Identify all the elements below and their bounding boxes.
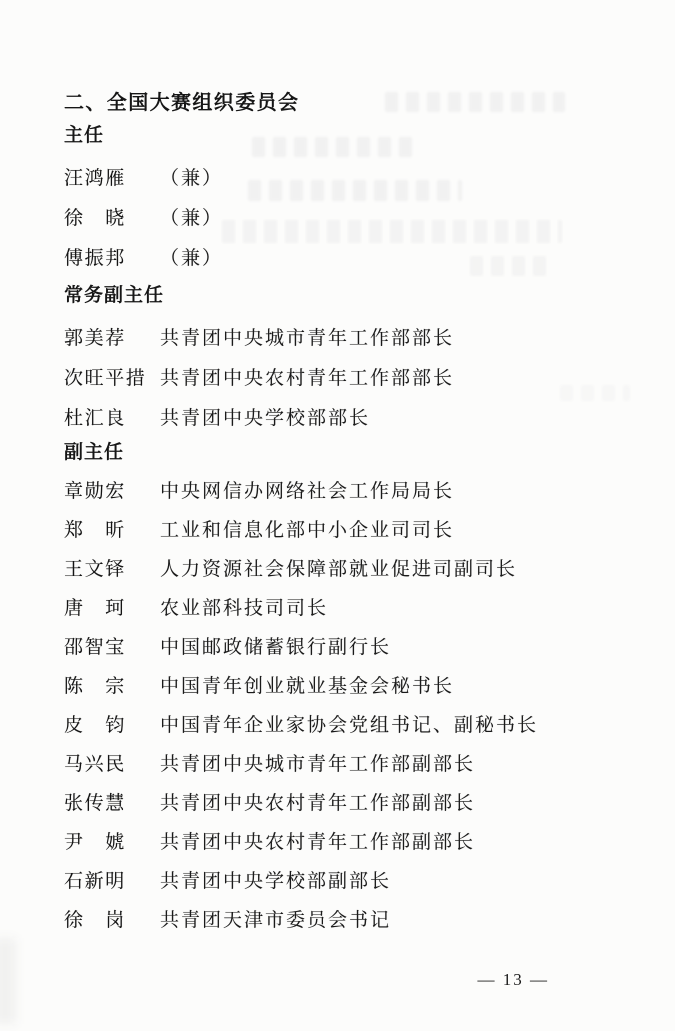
member-role: 中央网信办网络社会工作局局长 xyxy=(160,481,455,502)
member-role: 中国邮政储蓄银行副行长 xyxy=(160,637,392,658)
member-name: 徐 岗 xyxy=(64,910,126,931)
member-role: （兼） xyxy=(160,207,224,229)
member-row xyxy=(64,356,645,396)
member-role: 人力资源社会保障部就业促进司副司长 xyxy=(160,559,518,580)
section-deputy xyxy=(64,470,645,938)
member-role: 共青团中央农村青年工作部副部长 xyxy=(160,832,476,853)
member-role: 共青团中央农村青年工作部副部长 xyxy=(160,793,476,814)
member-row xyxy=(64,470,645,509)
member-row xyxy=(64,860,645,899)
section-director xyxy=(64,156,645,276)
member-name: 马兴民 xyxy=(64,754,126,775)
member-row xyxy=(64,236,645,276)
member-name: 郑 昕 xyxy=(64,520,126,541)
member-row xyxy=(64,196,645,236)
member-row xyxy=(64,509,645,548)
page-title: 二、全国大赛组织委员会 xyxy=(64,92,300,114)
member-row xyxy=(64,899,645,938)
section-heading-director: 主任 xyxy=(64,125,105,146)
member-row xyxy=(64,316,645,356)
member-row xyxy=(64,704,645,743)
member-name: 章勋宏 xyxy=(64,481,126,502)
page-number: — 13 — xyxy=(477,970,549,989)
member-name: 徐 晓 xyxy=(64,207,126,229)
member-role: 共青团中央城市青年工作部部长 xyxy=(160,327,455,349)
member-role: 共青团中央城市青年工作部副部长 xyxy=(160,754,476,775)
member-row xyxy=(64,396,645,436)
member-role: 共青团中央学校部副部长 xyxy=(160,871,392,892)
member-role: 共青团中央农村青年工作部部长 xyxy=(160,367,455,389)
member-row xyxy=(64,782,645,821)
section-heading-deputy: 副主任 xyxy=(64,442,125,463)
member-name: 陈 宗 xyxy=(64,676,126,697)
member-name: 郭美荐 xyxy=(64,327,126,349)
member-row xyxy=(64,821,645,860)
member-role: 中国青年企业家协会党组书记、副秘书长 xyxy=(160,715,539,736)
member-row xyxy=(64,743,645,782)
member-row xyxy=(64,548,645,587)
member-role: 工业和信息化部中小企业司司长 xyxy=(160,520,455,541)
member-role: 共青团天津市委员会书记 xyxy=(160,910,392,931)
member-name: 汪鸿雁 xyxy=(64,167,126,189)
member-role: （兼） xyxy=(160,167,224,189)
member-role: 共青团中央学校部部长 xyxy=(160,407,371,429)
member-row xyxy=(64,626,645,665)
member-name: 邵智宝 xyxy=(64,637,126,658)
member-name: 傅振邦 xyxy=(64,247,126,269)
member-row xyxy=(64,156,645,196)
member-row xyxy=(64,665,645,704)
member-name: 皮 钧 xyxy=(64,715,126,736)
member-name: 石新明 xyxy=(64,871,126,892)
member-role: 农业部科技司司长 xyxy=(160,598,329,619)
member-name: 尹 婋 xyxy=(64,832,126,853)
section-exec-deputy xyxy=(64,316,645,436)
member-name: 唐 珂 xyxy=(64,598,126,619)
section-heading-exec-deputy: 常务副主任 xyxy=(64,285,165,306)
member-row xyxy=(64,587,645,626)
member-name: 张传慧 xyxy=(64,793,126,814)
member-role: （兼） xyxy=(160,247,224,269)
member-name: 王文铎 xyxy=(64,559,126,580)
member-name: 杜汇良 xyxy=(64,407,126,429)
member-role: 中国青年创业就业基金会秘书长 xyxy=(160,676,455,697)
member-name: 次旺平措 xyxy=(64,367,147,389)
